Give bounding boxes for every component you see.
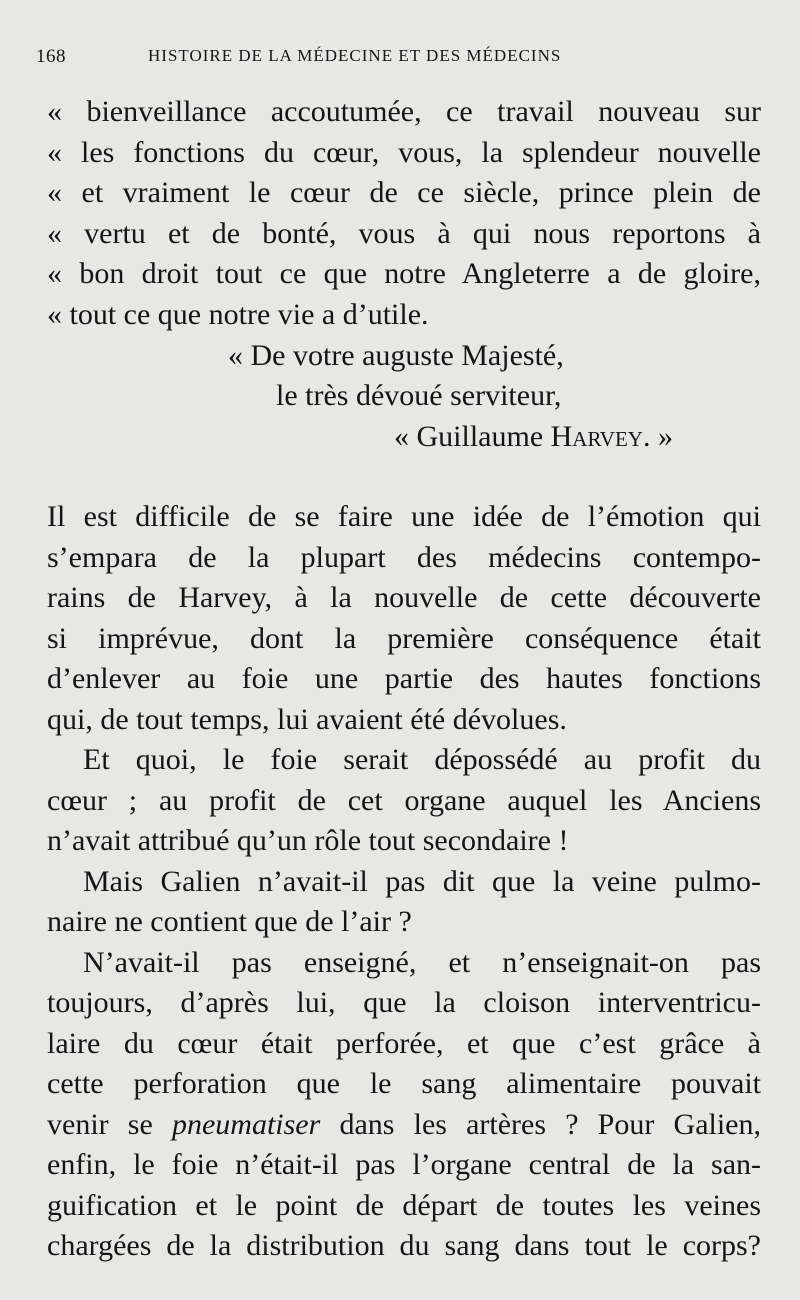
body-text: [47, 497, 761, 1267]
paragraph-3-line: Mais Galien n’avait-il pas dit que la veine pulmo-: [83, 864, 761, 898]
letter-line: « les fonctions du cœur, vous, la splendeur nouvelle: [47, 135, 761, 169]
letter-line: « tout ce que notre vie a d’utile.: [47, 297, 429, 331]
letter-line: « bienveillance accoutumée, ce travail nouveau sur: [47, 95, 761, 128]
signature-prefix: « Guillaume: [394, 420, 551, 453]
letter-excerpt: [47, 92, 761, 335]
paragraph-4-line: cette perforation que le sang alimentaire pouvait: [47, 1067, 761, 1100]
signature-line-3: [394, 417, 673, 458]
line-segment: venir se: [47, 1107, 172, 1141]
paragraph-1-line: rains de Harvey, à la nouvelle de cette découverte: [47, 581, 761, 614]
signature-line-1: « De votre auguste Majesté,: [228, 339, 564, 372]
signature-line-2: le très dévoué serviteur,: [276, 379, 562, 412]
paragraph-4-line: laire du cœur était perforée, et que c’est grâce à: [47, 1026, 761, 1060]
paragraph-1-line: s’empara de la plupart des médecins contempo-: [47, 540, 761, 574]
signature-suffix: . »: [642, 420, 673, 453]
paragraph-4-line: N’avait-il pas enseigné, et n’enseignait-on pas: [83, 945, 761, 979]
paragraph-4-line: guification et le point de départ de toutes les veines: [47, 1188, 761, 1222]
paragraph-4-line: chargées de la distribution du sang dans tout le corps?: [47, 1229, 761, 1262]
letter-line: « et vraiment le cœur de ce siècle, prince plein de: [47, 176, 761, 209]
paragraph-2-line: cœur ; au profit de cet organe auquel les Anciens: [47, 783, 761, 817]
paragraph-4-line-with-italic: [47, 1105, 761, 1146]
paragraph-4-line: enfin, le foie n’était-il pas l’organe central de la san-: [47, 1148, 761, 1181]
line-segment: dans les artères ? Pour Galien,: [320, 1107, 761, 1141]
page-header: [36, 46, 736, 76]
letter-line: « vertu et de bonté, vous à qui nous reportons à: [47, 216, 761, 250]
signature-name: Harvey: [550, 420, 643, 453]
paragraph-2-line: Et quoi, le foie serait dépossédé au profit du: [83, 743, 761, 776]
running-title: HISTOIRE DE LA MÉDECINE ET DES MÉDECINS: [148, 46, 562, 65]
paragraph-2-line: n’avait attribué qu’un rôle tout secondaire !: [47, 824, 569, 857]
paragraph-1-line: d’enlever au foie une partie des hautes fonctions: [47, 662, 761, 695]
paragraph-1-line: si imprévue, dont la première conséquence était: [47, 621, 761, 655]
italic-term: pneumatiser: [171, 1107, 321, 1141]
page-number: 168: [36, 46, 66, 67]
paragraph-3-line: naire ne contient que de l’air ?: [47, 905, 412, 938]
paragraph-1-line: Il est difficile de se faire une idée de l’émotion qui: [47, 500, 761, 533]
letter-line: « bon droit tout ce que notre Angleterre a de gloire,: [47, 257, 761, 290]
paragraph-1-line: qui, de tout temps, lui avaient été dévolues.: [47, 702, 567, 736]
paragraph-4-line: toujours, d’après lui, que la cloison interventricu-: [47, 986, 761, 1019]
